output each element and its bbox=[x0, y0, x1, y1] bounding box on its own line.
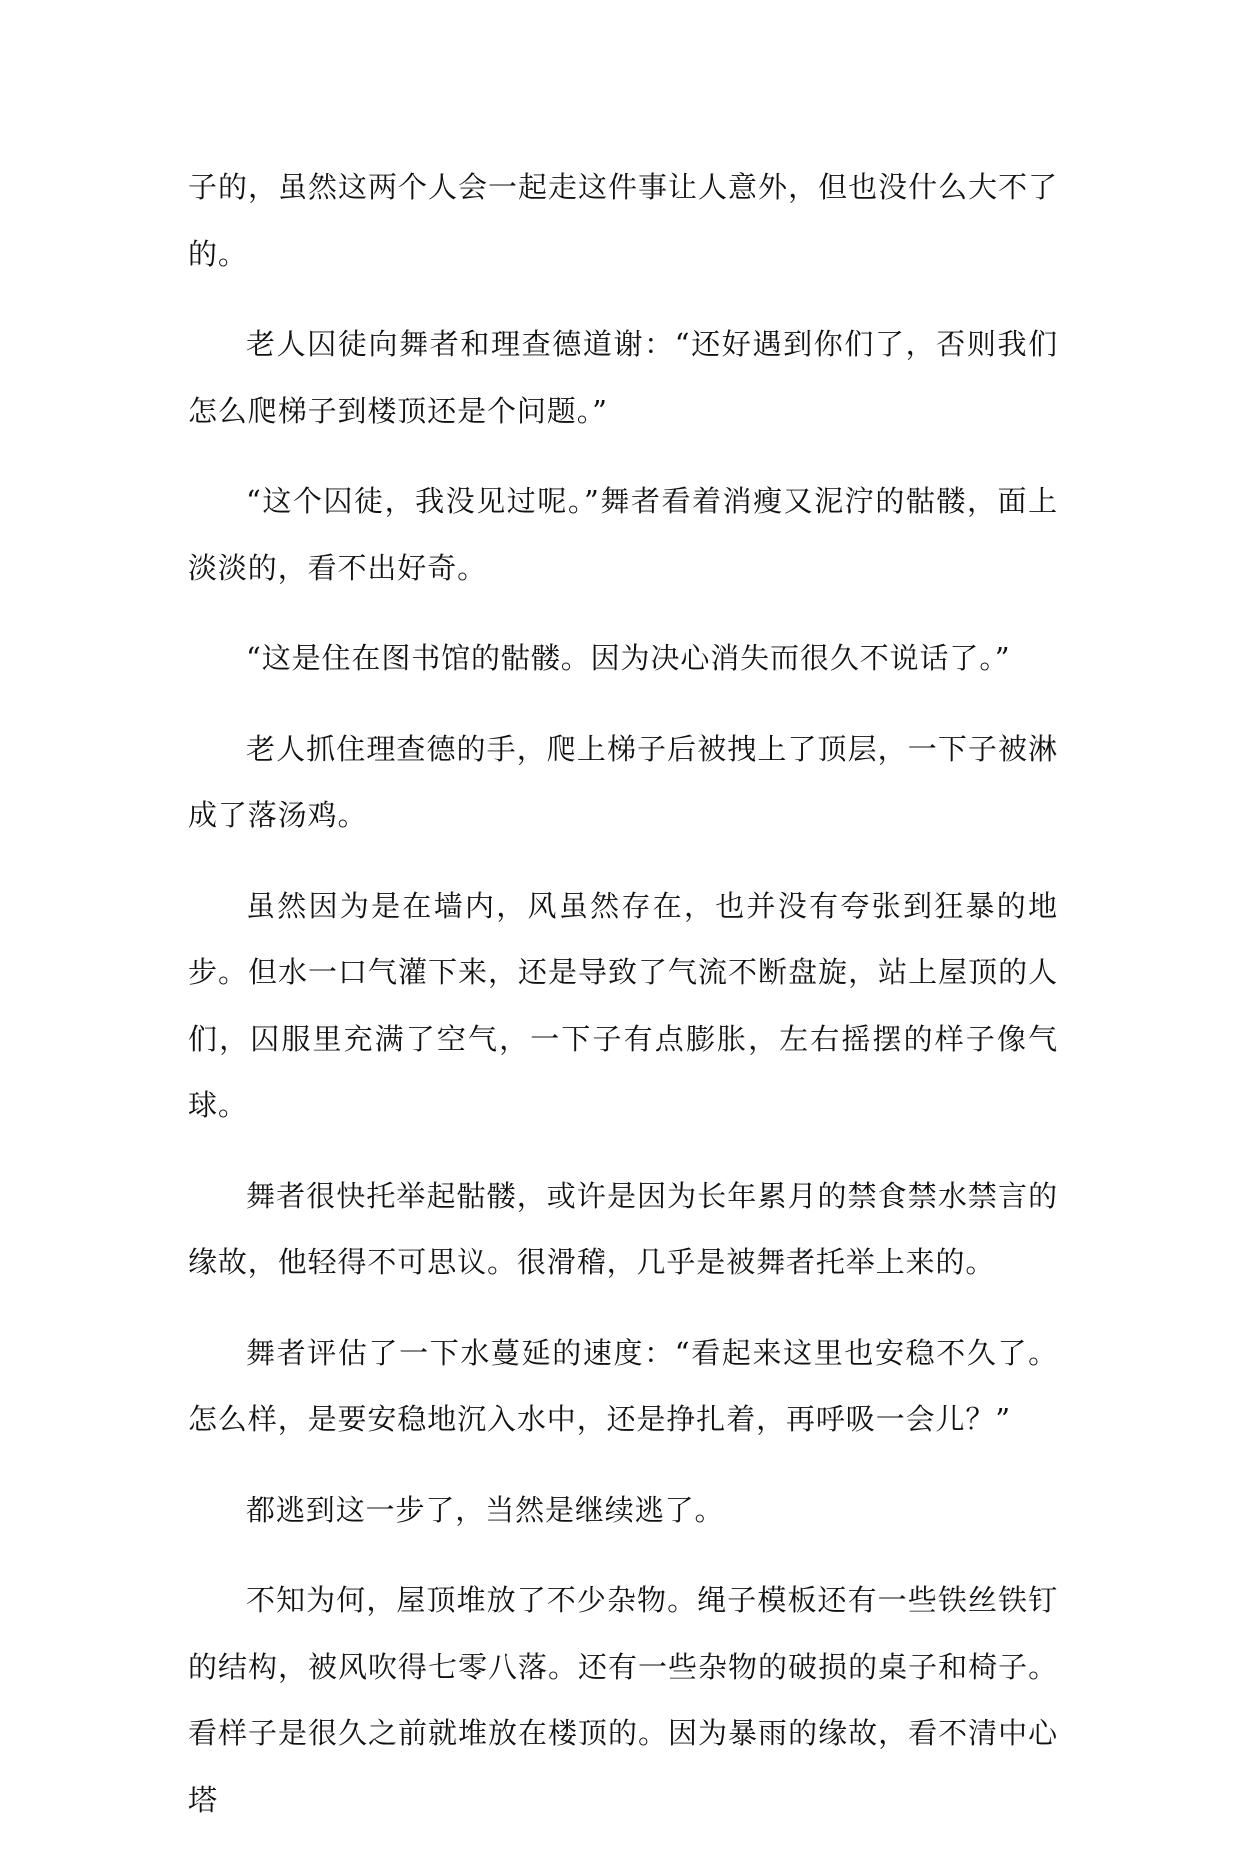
paragraph-4: “这是住在图书馆的骷髅。因为决心消失而很久不说话了。” bbox=[246, 641, 1011, 675]
paragraph-2: 老人囚徒向舞者和理查德道谢：“还好遇到你们了，否则我们怎么爬梯子到楼顶还是个问题。” bbox=[188, 327, 1058, 428]
paragraph-10: 不知为何，屋顶堆放了不少杂物。绳子模板还有一些铁丝铁钉的结构，被风吹得七零八落。还有一些杂物的破损的桌子和椅子。看样子是很久之前就堆放在楼顶的。因为暴雨的缘故，看不清中心塔 bbox=[188, 1583, 1058, 1817]
paragraph-5: 老人抓住理查德的手，爬上梯子后被拽上了顶层，一下子被淋成了落汤鸡。 bbox=[188, 731, 1058, 832]
paragraph-6: 虽然因为是在墙内，风虽然存在，也并没有夸张到狂暴的地步。但水一口气灌下来，还是导致了气流不断盘旋，站上屋顶的人们，囚服里充满了空气，一下子有点膨胀，左右摇摆的样子像气球。 bbox=[188, 888, 1058, 1122]
paragraph-7: 舞者很快托举起骷髅，或许是因为长年累月的禁食禁水禁言的缘故，他轻得不可思议。很滑稽，几乎是被舞者托举上来的。 bbox=[188, 1178, 1058, 1279]
paragraph-3: “这个囚徒，我没见过呢。”舞者看着消瘦又泥泞的骷髅，面上淡淡的，看不出好奇。 bbox=[188, 484, 1058, 585]
body-text bbox=[188, 154, 1058, 1857]
paragraph-1: 子的，虽然这两个人会一起走这件事让人意外，但也没什么大不了的。 bbox=[188, 170, 1058, 271]
paragraph-8: 舞者评估了一下水蔓延的速度：“看起来这里也安稳不久了。怎么样，是要安稳地沉入水中，还是挣扎着，再呼吸一会儿？” bbox=[188, 1335, 1058, 1436]
paragraph-9: 都逃到这一步了，当然是继续逃了。 bbox=[246, 1492, 725, 1527]
